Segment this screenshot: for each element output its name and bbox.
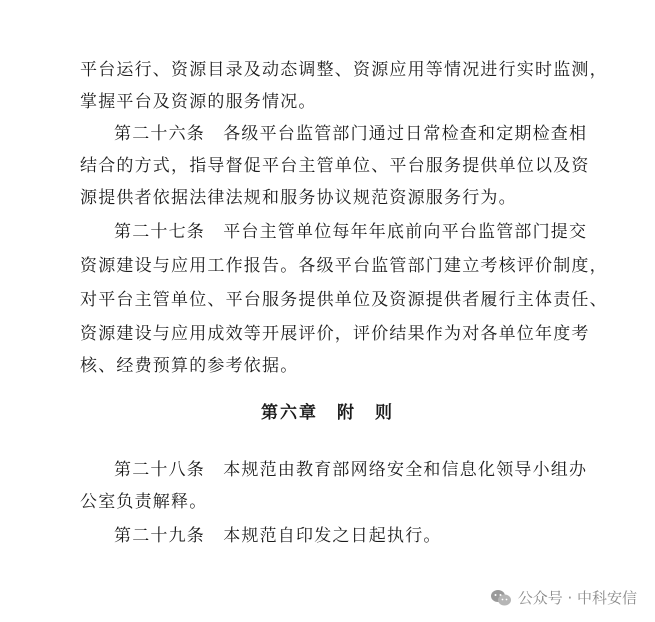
wechat-icon: [490, 589, 512, 607]
body-line: 核、经费预算的参考依据。: [80, 356, 299, 376]
body-line: 资源建设与应用成效等开展评价，评价结果作为对各单位年度考: [80, 324, 590, 344]
article-26-line: 第二十六条 各级平台监管部门通过日常检查和定期检查相: [114, 124, 588, 144]
body-line: 源提供者依据法律法规和服务协议规范资源服务行为。: [80, 188, 517, 208]
body-line: 对平台主管单位、平台服务提供单位及资源提供者履行主体责任、: [80, 290, 608, 310]
article-29-line: 第二十九条 本规范自印发之日起执行。: [114, 526, 442, 546]
article-28-line: 第二十八条 本规范由教育部网络安全和信息化领导小组办: [114, 460, 588, 480]
article-27-line: 第二十七条 平台主管单位每年年底前向平台监管部门提交: [114, 222, 588, 242]
body-line: 平台运行、资源目录及动态调整、资源应用等情况进行实时监测，: [80, 60, 608, 80]
body-line: 掌握平台及资源的服务情况。: [80, 92, 317, 112]
watermark: [490, 587, 637, 608]
body-line: 结合的方式，指导督促平台主管单位、平台服务提供单位以及资: [80, 156, 590, 176]
body-line: 公室负责解释。: [80, 492, 208, 512]
watermark-text: 公众号 · 中科安信: [517, 589, 637, 607]
chapter-title: 第六章 附 则: [261, 403, 394, 423]
body-line: 资源建设与应用工作报告。各级平台监管部门建立考核评价制度，: [80, 256, 608, 276]
